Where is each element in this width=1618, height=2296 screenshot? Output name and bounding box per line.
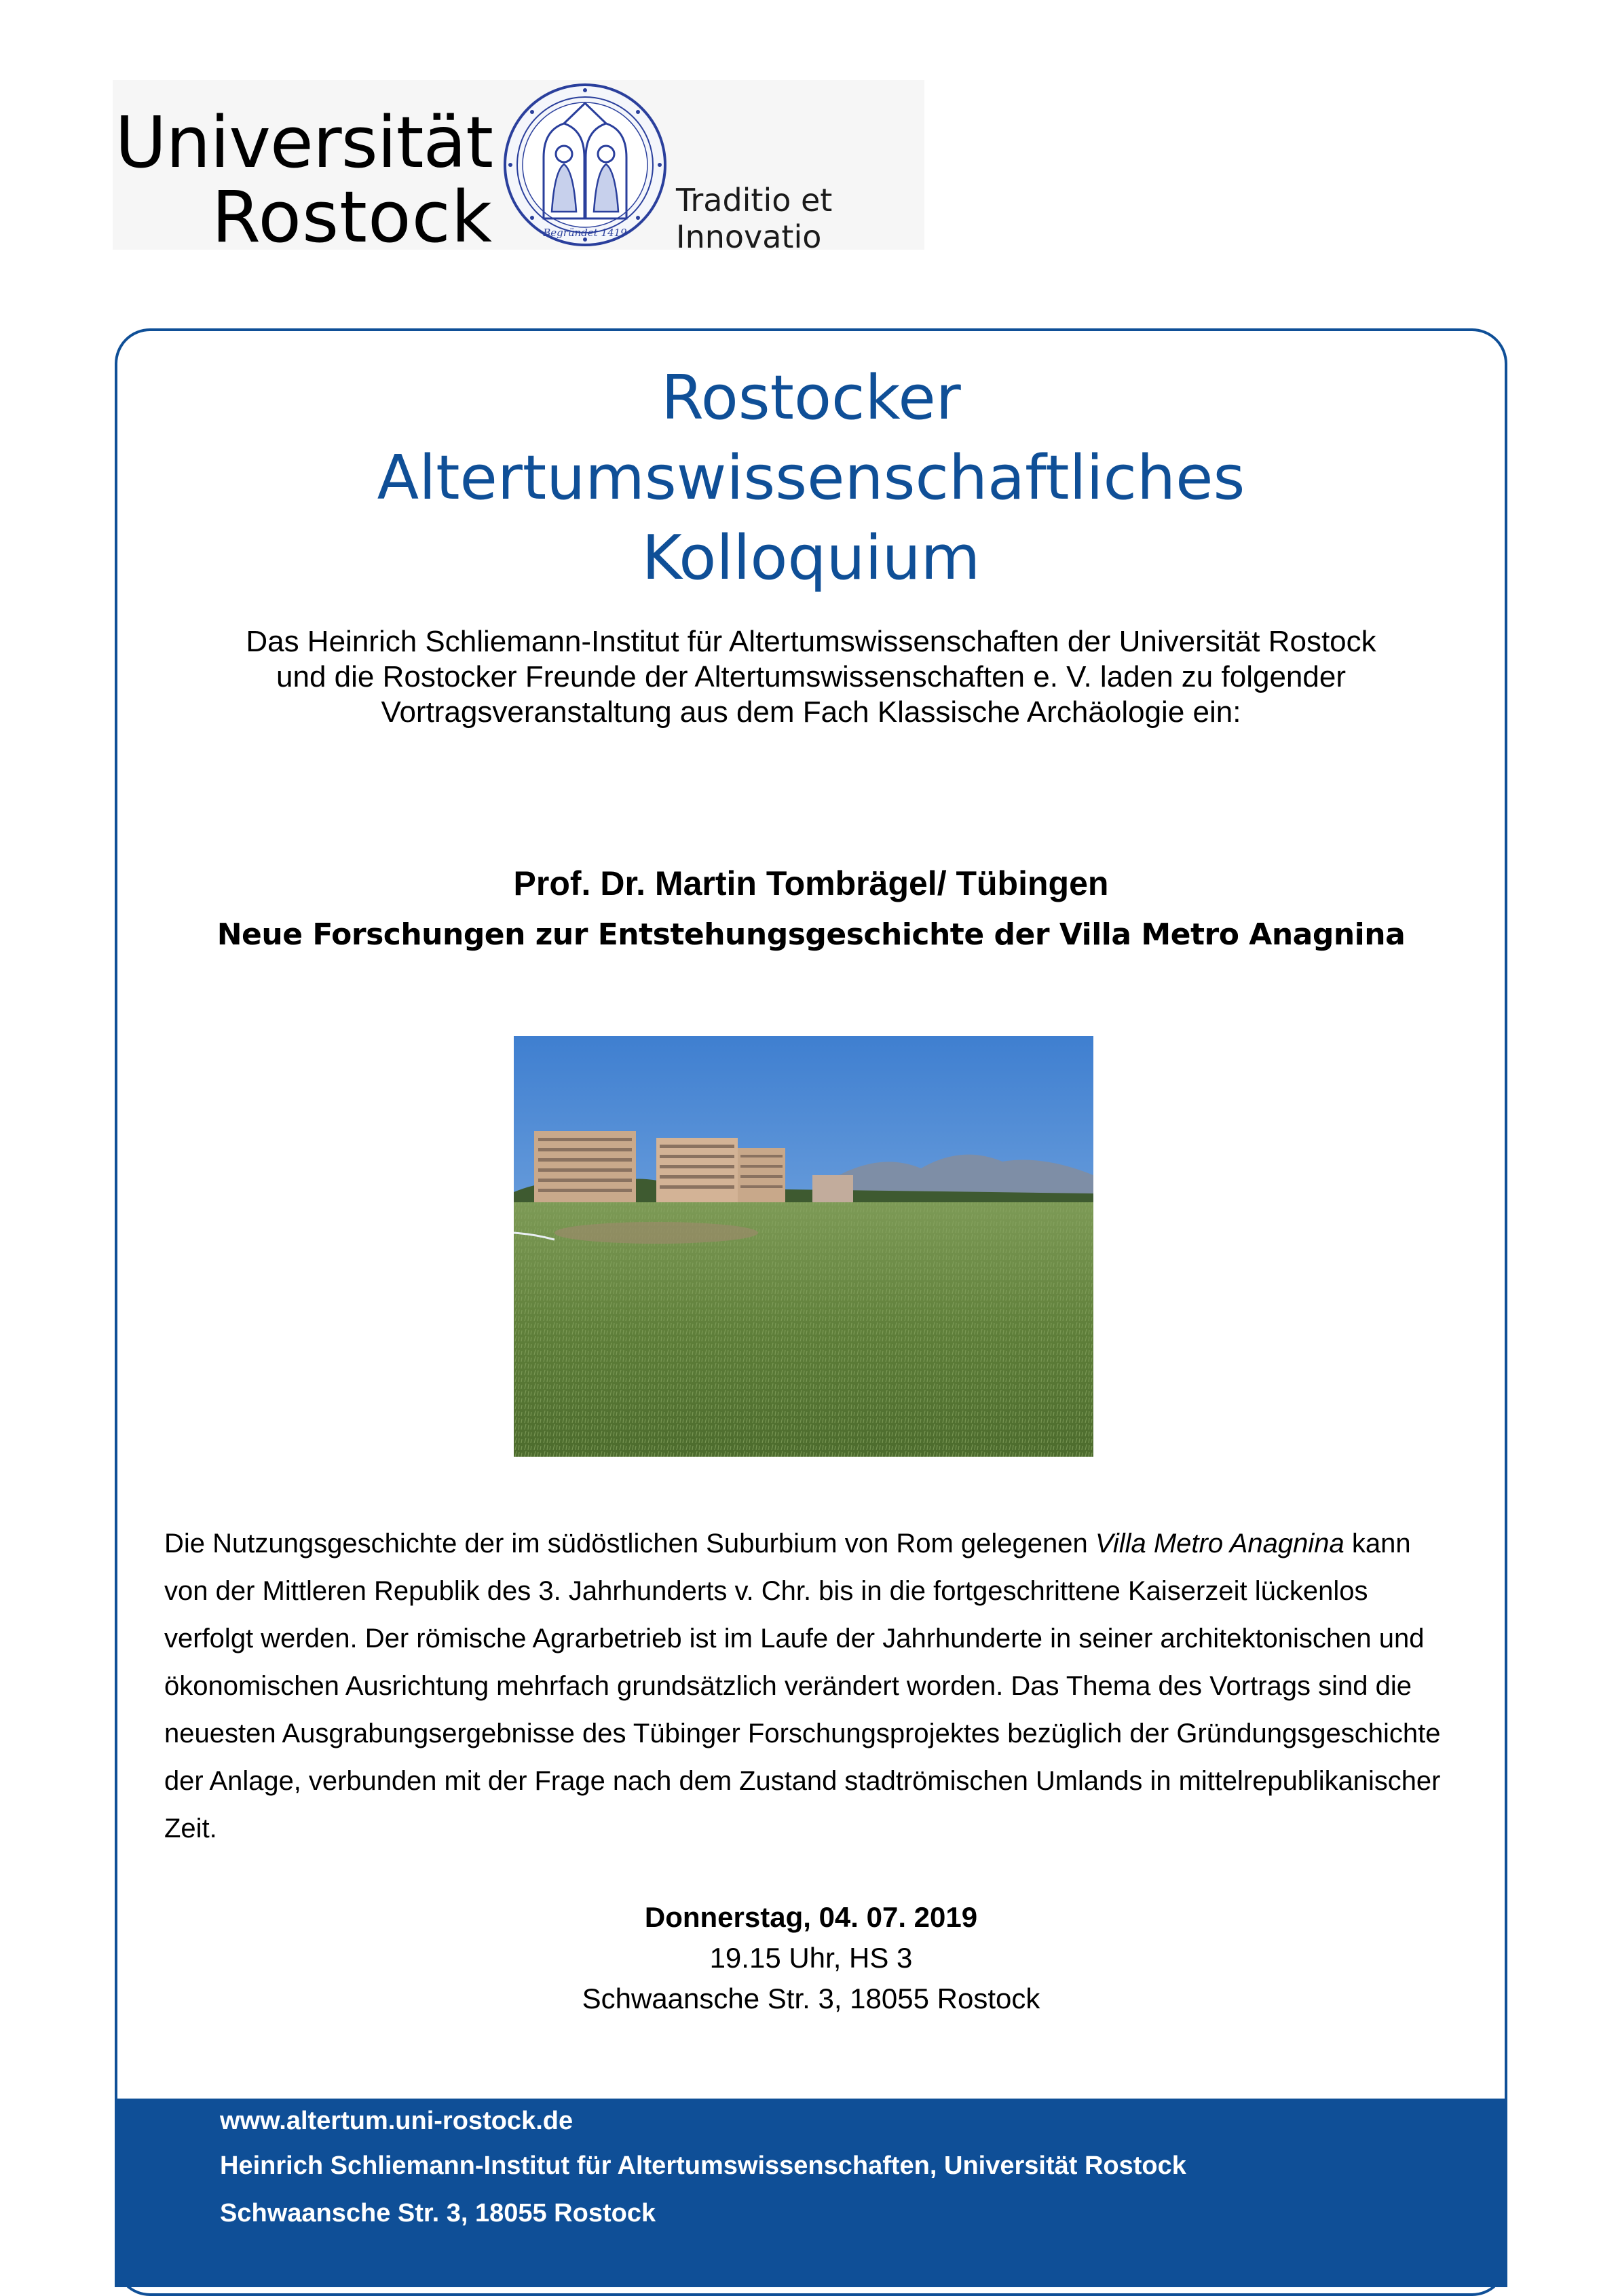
- seal-text: Begründet 1419: [543, 227, 627, 239]
- logo-motto: Traditio et Innovatio: [676, 182, 833, 255]
- event-details: [115, 1897, 1507, 2019]
- university-logo: [113, 80, 924, 259]
- logo-line-universitaet: Universität: [115, 101, 493, 184]
- logo-wordmark: [113, 101, 493, 259]
- abstract-line: [164, 1520, 1440, 1567]
- footer-institute: Heinrich Schliemann-Institut für Altertumswissenschaften, Universität Rostock: [220, 2151, 1186, 2180]
- footer-website-link[interactable]: www.altertum.uni-rostock.de: [220, 2107, 573, 2135]
- speaker-name: Prof. Dr. Martin Tombrägel/ Tübingen: [513, 864, 1109, 902]
- abstract-text: Die Nutzungsgeschichte der im südöstlichen Suburbium von Rom gelegenen: [164, 1529, 1095, 1558]
- invitation-text: [115, 624, 1507, 730]
- footer-address: Schwaansche Str. 3, 18055 Rostock: [220, 2199, 656, 2227]
- university-seal-icon: [503, 83, 667, 247]
- abstract-villa-name: Villa Metro Anagnina: [1095, 1529, 1344, 1558]
- title-line-3: Kolloquium: [641, 522, 981, 594]
- abstract-line: neuesten Ausgrabungsergebnisse des Tübinger Forschungsprojektes bezüglich der Gründungsgeschichte: [164, 1719, 1441, 1748]
- intro-line-2: und die Rostocker Freunde der Altertumswissenschaften e. V. laden zu folgender: [276, 660, 1346, 693]
- intro-line-1: Das Heinrich Schliemann-Institut für Altertumswissenschaften der Universität Rostock: [246, 625, 1376, 658]
- intro-line-3: Vortragsveranstaltung aus dem Fach Klassische Archäologie ein:: [381, 695, 1241, 729]
- event-time-room: 19.15 Uhr, HS 3: [709, 1942, 913, 1974]
- abstract-line: von der Mittleren Republik des 3. Jahrhunderts v. Chr. bis in die fortgeschrittene Kaiserzeit lückenlos: [164, 1576, 1368, 1606]
- excavation-site-photo: [514, 1036, 1093, 1457]
- abstract-line: ökonomischen Ausrichtung mehrfach grundsätzlich verändert worden. Das Thema des Vortrags sind die: [164, 1671, 1412, 1701]
- title-line-2: Altertumswissenschaftliches: [377, 442, 1245, 514]
- event-address: Schwaansche Str. 3, 18055 Rostock: [582, 1983, 1040, 2014]
- logo-line-rostock: Rostock: [211, 176, 493, 259]
- abstract-line: Zeit.: [164, 1814, 217, 1843]
- abstract-paragraph: [164, 1520, 1440, 1852]
- abstract-line: verfolgt werden. Der römische Agrarbetrieb ist im Laufe der Jahrhunderte in seiner architektonischen und: [164, 1624, 1425, 1653]
- abstract-text: kann: [1344, 1529, 1411, 1558]
- page-title: [115, 358, 1507, 598]
- title-line-1: Rostocker: [661, 362, 961, 434]
- talk-title: Neue Forschungen zur Entstehungsgeschichte der Villa Metro Anagnina: [217, 917, 1406, 952]
- abstract-line: der Anlage, verbunden mit der Frage nach dem Zustand stadtrömischen Umlands in mittelrepublikanischer: [164, 1766, 1441, 1796]
- footer-bar: [115, 2099, 1507, 2287]
- event-date: Donnerstag, 04. 07. 2019: [644, 1901, 978, 1933]
